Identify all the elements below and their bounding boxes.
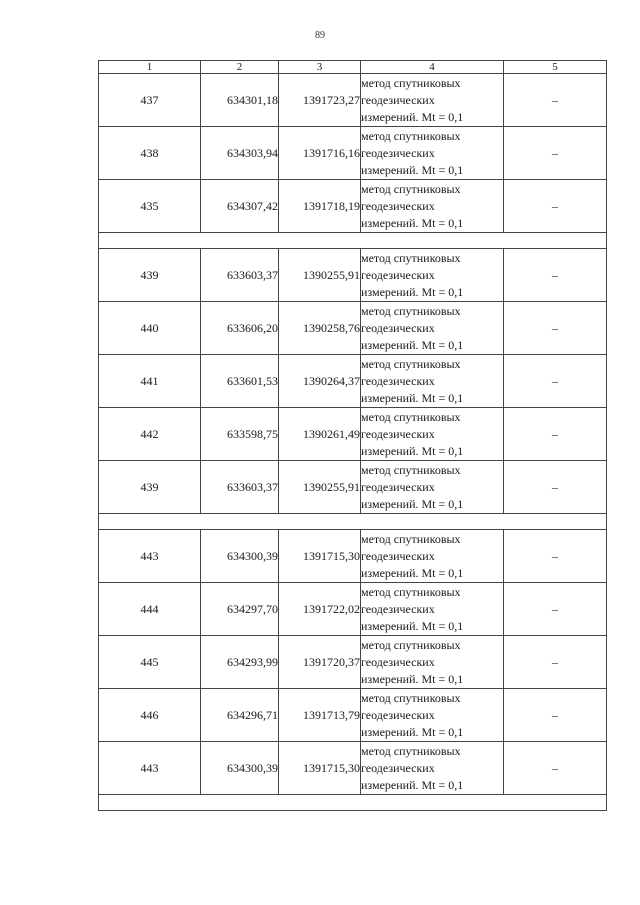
table-row	[99, 530, 607, 583]
method-line-3: измерений. Mt = 0,1	[361, 671, 464, 686]
point-number: 439	[99, 461, 201, 514]
point-number: 446	[99, 689, 201, 742]
method-line-3: измерений. Mt = 0,1	[361, 724, 464, 739]
method-cell	[361, 583, 504, 636]
coord-x: 634301,18	[201, 74, 279, 127]
table-row	[99, 461, 607, 514]
method-line-1: метод спутниковых	[361, 303, 461, 318]
note-cell: –	[504, 583, 607, 636]
coord-x: 633603,37	[201, 249, 279, 302]
method-line-1: метод спутниковых	[361, 409, 461, 424]
point-number: 440	[99, 302, 201, 355]
group-separator-row	[99, 795, 607, 811]
method-line-2: геодезических	[361, 426, 435, 441]
method-line-2: геодезических	[361, 548, 435, 563]
note-cell: –	[504, 408, 607, 461]
point-number: 443	[99, 530, 201, 583]
coord-x: 634300,39	[201, 530, 279, 583]
coord-x: 634300,39	[201, 742, 279, 795]
method-line-3: измерений. Mt = 0,1	[361, 284, 464, 299]
header-cell-note: 5	[504, 61, 607, 74]
table-row	[99, 355, 607, 408]
note-cell: –	[504, 689, 607, 742]
coord-x: 633603,37	[201, 461, 279, 514]
method-cell	[361, 355, 504, 408]
method-cell	[361, 302, 504, 355]
method-line-2: геодезических	[361, 198, 435, 213]
coord-x: 633606,20	[201, 302, 279, 355]
group-separator-row	[99, 233, 607, 249]
note-cell: –	[504, 742, 607, 795]
point-number: 445	[99, 636, 201, 689]
method-line-1: метод спутниковых	[361, 128, 461, 143]
method-cell	[361, 408, 504, 461]
point-number: 443	[99, 742, 201, 795]
method-line-2: геодезических	[361, 479, 435, 494]
method-line-3: измерений. Mt = 0,1	[361, 618, 464, 633]
method-line-1: метод спутниковых	[361, 356, 461, 371]
coord-y: 1390261,49	[279, 408, 361, 461]
method-line-1: метод спутниковых	[361, 743, 461, 758]
method-cell	[361, 742, 504, 795]
method-line-1: метод спутниковых	[361, 690, 461, 705]
table-row	[99, 583, 607, 636]
method-line-2: геодезических	[361, 760, 435, 775]
method-line-3: измерений. Mt = 0,1	[361, 565, 464, 580]
method-line-3: измерений. Mt = 0,1	[361, 215, 464, 230]
point-number: 442	[99, 408, 201, 461]
method-line-2: геодезических	[361, 267, 435, 282]
coord-y: 1391720,37	[279, 636, 361, 689]
method-line-3: измерений. Mt = 0,1	[361, 443, 464, 458]
method-line-2: геодезических	[361, 601, 435, 616]
method-line-3: измерений. Mt = 0,1	[361, 777, 464, 792]
coordinates-table	[98, 60, 607, 811]
method-cell	[361, 249, 504, 302]
point-number: 435	[99, 180, 201, 233]
method-line-1: метод спутниковых	[361, 75, 461, 90]
coord-y: 1390264,37	[279, 355, 361, 408]
header-cell-x: 2	[201, 61, 279, 74]
table-row	[99, 408, 607, 461]
method-line-3: измерений. Mt = 0,1	[361, 337, 464, 352]
method-cell	[361, 636, 504, 689]
point-number: 437	[99, 74, 201, 127]
table-row	[99, 742, 607, 795]
table-row	[99, 127, 607, 180]
separator-cell	[99, 233, 607, 249]
coord-y: 1391716,16	[279, 127, 361, 180]
method-line-2: геодезических	[361, 707, 435, 722]
method-cell	[361, 74, 504, 127]
table-row	[99, 302, 607, 355]
method-line-2: геодезических	[361, 145, 435, 160]
method-line-1: метод спутниковых	[361, 637, 461, 652]
method-cell	[361, 461, 504, 514]
note-cell: –	[504, 180, 607, 233]
separator-cell	[99, 514, 607, 530]
method-line-2: геодезических	[361, 373, 435, 388]
coord-y: 1391715,30	[279, 742, 361, 795]
method-line-3: измерений. Mt = 0,1	[361, 390, 464, 405]
method-line-1: метод спутниковых	[361, 584, 461, 599]
note-cell: –	[504, 127, 607, 180]
point-number: 441	[99, 355, 201, 408]
coord-y: 1390258,76	[279, 302, 361, 355]
table-row	[99, 180, 607, 233]
coord-y: 1391722,02	[279, 583, 361, 636]
point-number: 444	[99, 583, 201, 636]
table-header-row	[99, 61, 607, 74]
note-cell: –	[504, 461, 607, 514]
table-row	[99, 249, 607, 302]
coord-x: 633598,75	[201, 408, 279, 461]
note-cell: –	[504, 249, 607, 302]
method-cell	[361, 530, 504, 583]
header-cell-y: 3	[279, 61, 361, 74]
method-line-2: геодезических	[361, 654, 435, 669]
coord-y: 1391718,19	[279, 180, 361, 233]
coord-y: 1391713,79	[279, 689, 361, 742]
note-cell: –	[504, 636, 607, 689]
coord-y: 1391723,27	[279, 74, 361, 127]
page-number: 89	[315, 30, 325, 41]
coord-y: 1390255,91	[279, 249, 361, 302]
coord-x: 634307,42	[201, 180, 279, 233]
method-line-3: измерений. Mt = 0,1	[361, 496, 464, 511]
coord-y: 1390255,91	[279, 461, 361, 514]
coord-x: 634303,94	[201, 127, 279, 180]
header-cell-point: 1	[99, 61, 201, 74]
group-separator-row	[99, 514, 607, 530]
note-cell: –	[504, 530, 607, 583]
separator-cell	[99, 795, 607, 811]
point-number: 439	[99, 249, 201, 302]
coord-x: 634297,70	[201, 583, 279, 636]
method-line-1: метод спутниковых	[361, 181, 461, 196]
method-line-1: метод спутниковых	[361, 531, 461, 546]
coord-y: 1391715,30	[279, 530, 361, 583]
method-line-3: измерений. Mt = 0,1	[361, 109, 464, 124]
header-cell-method: 4	[361, 61, 504, 74]
note-cell: –	[504, 74, 607, 127]
coord-x: 634296,71	[201, 689, 279, 742]
table-row	[99, 74, 607, 127]
table-row	[99, 636, 607, 689]
method-line-1: метод спутниковых	[361, 462, 461, 477]
method-cell	[361, 180, 504, 233]
table-row	[99, 689, 607, 742]
point-number: 438	[99, 127, 201, 180]
method-line-3: измерений. Mt = 0,1	[361, 162, 464, 177]
note-cell: –	[504, 302, 607, 355]
method-line-2: геодезических	[361, 320, 435, 335]
coord-x: 633601,53	[201, 355, 279, 408]
method-cell	[361, 689, 504, 742]
note-cell: –	[504, 355, 607, 408]
method-line-2: геодезических	[361, 92, 435, 107]
coord-x: 634293,99	[201, 636, 279, 689]
method-line-1: метод спутниковых	[361, 250, 461, 265]
method-cell	[361, 127, 504, 180]
